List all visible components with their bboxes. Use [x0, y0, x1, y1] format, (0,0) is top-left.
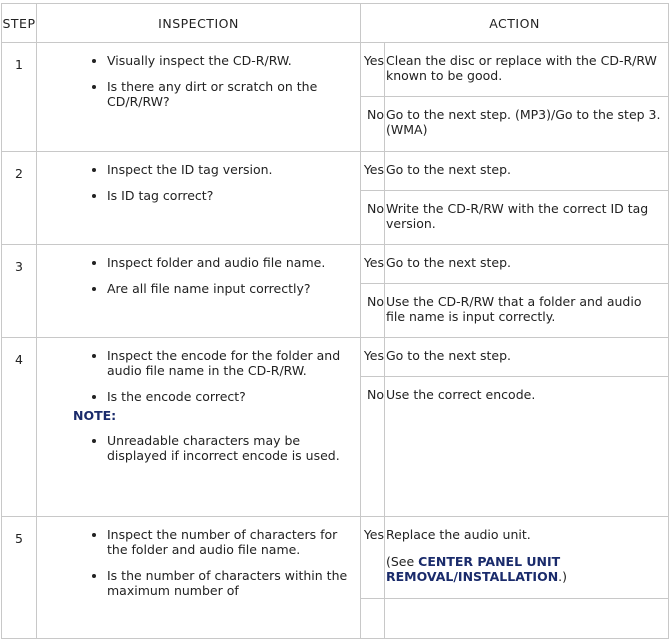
note-list: [37, 433, 356, 463]
yes-action-cell: [385, 517, 669, 599]
table-row: [2, 152, 669, 191]
inspection-list: [37, 348, 356, 404]
list-item: • Is the number of characters within the maximum number of: [107, 568, 356, 598]
no-label: No: [361, 377, 385, 517]
no-label: No: [361, 97, 385, 152]
yes-action: Go to the next step.: [385, 338, 669, 377]
inspection-cell: [37, 43, 361, 152]
yes-label: Yes: [361, 245, 385, 284]
table-header-row: [2, 4, 669, 43]
header-step: STEP: [2, 4, 37, 43]
header-action: ACTION: [361, 4, 669, 43]
inspection-list: [37, 53, 356, 109]
list-item: • Inspect folder and audio file name.: [107, 255, 356, 270]
step-number: 2: [2, 152, 37, 245]
inspection-table: [1, 3, 669, 639]
list-item: • Inspect the encode for the folder and audio file name in the CD-R/RW.: [107, 348, 356, 378]
yes-action: Go to the next step.: [385, 152, 669, 191]
no-action-empty: [385, 599, 669, 639]
list-item: • Is ID tag correct?: [107, 188, 356, 203]
inspection-cell: [37, 517, 361, 639]
no-action: Go to the next step. (MP3)/Go to the step 3.(WMA): [385, 97, 669, 152]
yes-label: Yes: [361, 43, 385, 97]
center-panel-link[interactable]: CENTER PANEL UNIT REMOVAL/INSTALLATION: [386, 554, 561, 584]
inspection-list: [37, 255, 356, 296]
yes-label: Yes: [361, 517, 385, 599]
list-item: • Visually inspect the CD-R/RW.: [107, 53, 356, 68]
list-item: • Are all file name input correctly?: [107, 281, 356, 296]
no-label-empty: [361, 599, 385, 639]
list-item: • Inspect the number of characters for the folder and audio file name.: [107, 527, 356, 557]
yes-label: Yes: [361, 152, 385, 191]
reference-prefix: (See: [386, 554, 419, 569]
no-action: Write the CD-R/RW with the correct ID tag version.: [385, 191, 669, 245]
list-item: • Is there any dirt or scratch on the CD/R/RW?: [107, 79, 356, 109]
note-item: • Unreadable characters may be displayed if incorrect encode is used.: [107, 433, 356, 463]
inspection-cell: [37, 152, 361, 245]
list-item: • Is the encode correct?: [107, 389, 356, 404]
step-number: 3: [2, 245, 37, 338]
inspection-list: [37, 527, 356, 598]
inspection-cell: [37, 245, 361, 338]
list-item: • Inspect the ID tag version.: [107, 162, 356, 177]
table-row: [2, 245, 669, 284]
no-action: Use the correct encode.: [385, 377, 669, 517]
yes-action: Replace the audio unit.: [386, 527, 531, 542]
note-label: NOTE:: [73, 408, 117, 423]
reference-suffix: .): [558, 569, 568, 584]
step-number: 1: [2, 43, 37, 152]
no-label: No: [361, 191, 385, 245]
inspection-list: [37, 162, 356, 203]
header-inspection: INSPECTION: [37, 4, 361, 43]
table-row: [2, 338, 669, 377]
table-row: [2, 517, 669, 599]
reference-line: [386, 554, 664, 584]
step-number: 5: [2, 517, 37, 639]
no-action: Use the CD-R/RW that a folder and audio file name is input correctly.: [385, 284, 669, 338]
table-row: [2, 43, 669, 97]
inspection-cell: [37, 338, 361, 517]
yes-action: Clean the disc or replace with the CD-R/RW known to be good.: [385, 43, 669, 97]
yes-action: Go to the next step.: [385, 245, 669, 284]
step-number: 4: [2, 338, 37, 517]
no-label: No: [361, 284, 385, 338]
yes-label: Yes: [361, 338, 385, 377]
